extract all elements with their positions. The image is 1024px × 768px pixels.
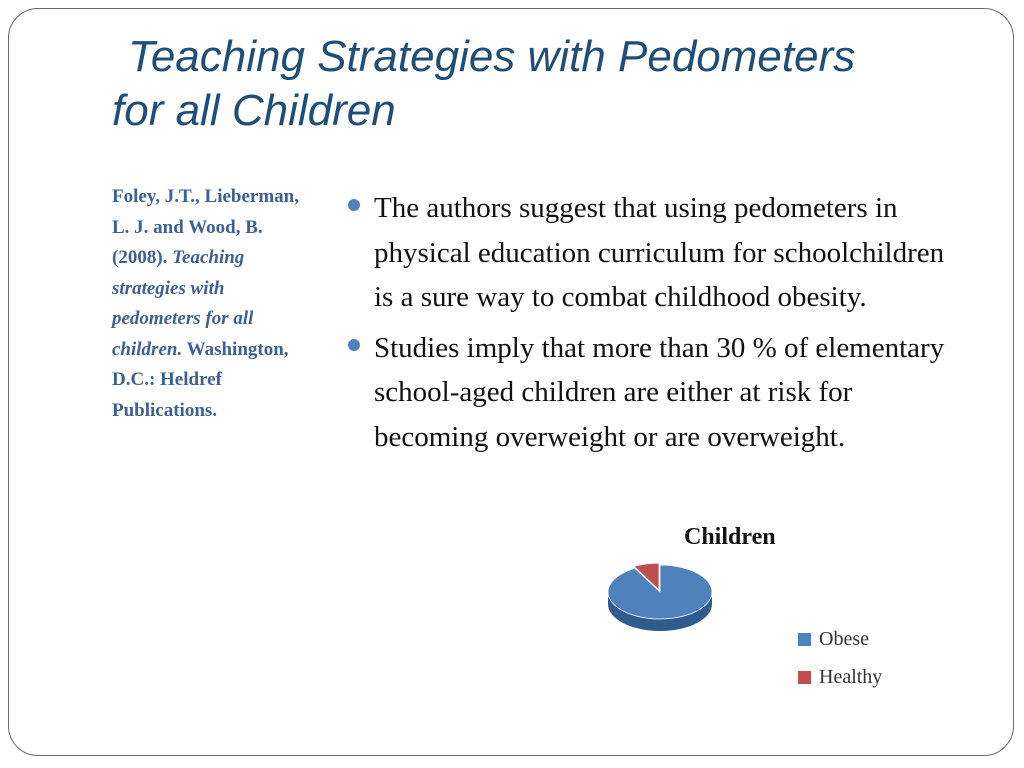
legend-item-obese — [798, 620, 882, 658]
pie-chart — [600, 552, 720, 637]
bullet-item — [344, 186, 959, 320]
bullet-list — [344, 186, 959, 465]
chart-legend — [798, 620, 882, 696]
bullet-item — [344, 326, 959, 460]
slide-title-line-2: for all Children — [112, 86, 396, 135]
citation-publisher: Washington, D.C.: Heldref Publications. — [112, 338, 289, 421]
bullet-icon — [348, 199, 360, 211]
legend-swatch-healthy — [798, 671, 811, 684]
pie-slice-obese — [608, 565, 712, 619]
bullet-icon — [348, 339, 360, 351]
legend-label-healthy: Healthy — [819, 665, 883, 688]
citation-authors: Foley, J.T., Lieberman, L. J. and Wood, B. (2008). — [112, 186, 299, 268]
legend-label-obese: Obese — [819, 627, 869, 650]
slide-title-line-1: Teaching Strategies with Pedometers — [128, 32, 856, 81]
citation-work-title: Teaching strategies with pedometers for all children. — [112, 247, 254, 360]
bullet-text: The authors suggest that using pedometers in physical education curriculum for schoolchildren is a sure way to combat childhood obesity. — [374, 192, 945, 313]
legend-swatch-obese — [798, 633, 811, 646]
chart-title: Children — [684, 524, 776, 550]
citation — [112, 182, 317, 426]
legend-item-healthy — [798, 658, 882, 696]
bullet-text: Studies imply that more than 30 % of elementary school-aged children are either at risk for becoming overweight or are overweight. — [374, 331, 945, 453]
slide-title — [112, 30, 972, 138]
